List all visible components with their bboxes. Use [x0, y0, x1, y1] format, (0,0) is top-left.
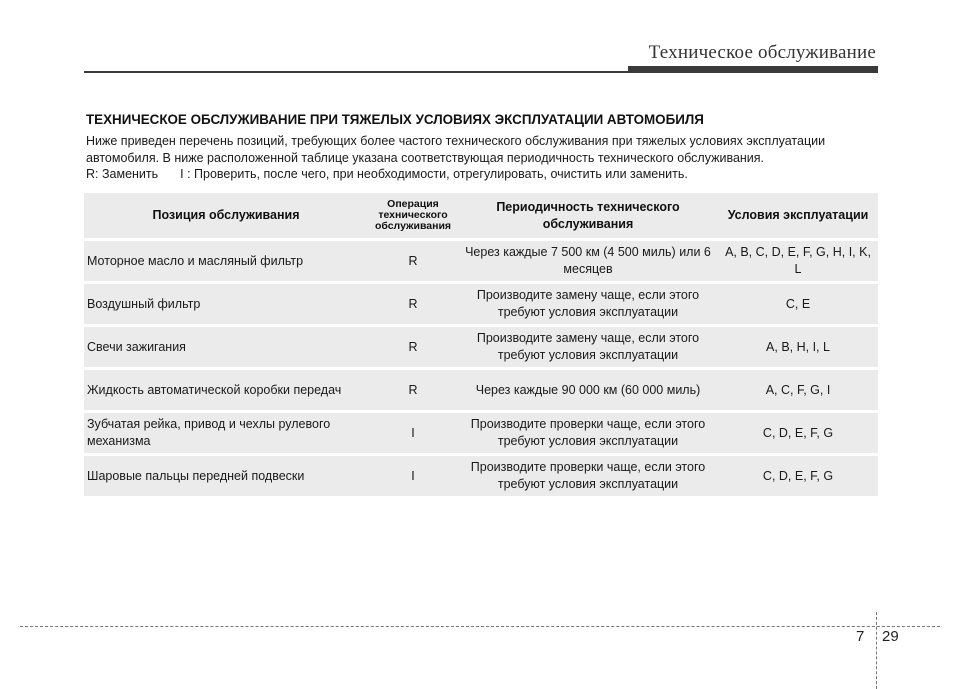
row-conditions: A, C, F, G, I — [718, 370, 878, 410]
footer-rule — [20, 626, 940, 627]
row-operation: I — [368, 456, 458, 496]
header-item: Позиция обслуживания — [84, 193, 368, 238]
table-row — [84, 241, 878, 281]
header-rule-thin — [84, 71, 630, 73]
table-row — [84, 327, 878, 367]
row-item: Воздушный фильтр — [84, 284, 368, 324]
section-title: ТЕХНИЧЕСКОЕ ОБСЛУЖИВАНИЕ ПРИ ТЯЖЕЛЫХ УСЛОВИЯХ ЭКСПЛУАТАЦИИ АВТОМОБИЛЯ — [86, 112, 704, 127]
row-operation: R — [368, 327, 458, 367]
row-conditions: A, B, C, D, E, F, G, H, I, K, L — [718, 241, 878, 281]
table-row — [84, 456, 878, 496]
header-interval: Периодичность технического обслуживания — [458, 193, 718, 238]
table-row — [84, 284, 878, 324]
page-header-title: Техническое обслуживание — [648, 42, 876, 63]
maintenance-table — [84, 190, 878, 499]
row-operation: R — [368, 241, 458, 281]
row-interval: Производите проверки чаще, если этого требуют условия эксплуатации — [458, 456, 718, 496]
row-interval: Производите замену чаще, если этого требуют условия эксплуатации — [458, 284, 718, 324]
table-header-row — [84, 193, 878, 238]
row-item: Зубчатая рейка, привод и чехлы рулевого механизма — [84, 413, 368, 453]
legend-inspect: I : Проверить, после чего, при необходимости, отрегулировать, очистить или заменить. — [180, 167, 688, 181]
row-item: Свечи зажигания — [84, 327, 368, 367]
row-conditions: C, E — [718, 284, 878, 324]
row-operation: R — [368, 284, 458, 324]
row-operation: R — [368, 370, 458, 410]
header-rule-thick — [628, 66, 878, 73]
legend-replace: R: Заменить — [86, 167, 159, 181]
row-interval: Через каждые 90 000 км (60 000 миль) — [458, 370, 718, 410]
row-conditions: A, B, H, I, L — [718, 327, 878, 367]
row-interval: Производите замену чаще, если этого требуют условия эксплуатации — [458, 327, 718, 367]
row-item: Шаровые пальцы передней подвески — [84, 456, 368, 496]
row-interval: Производите проверки чаще, если этого требуют условия эксплуатации — [458, 413, 718, 453]
row-interval: Через каждые 7 500 км (4 500 миль) или 6 месяцев — [458, 241, 718, 281]
page-number: 29 — [882, 628, 899, 645]
header-operation: Операция технического обслуживания — [368, 193, 458, 238]
table-row — [84, 370, 878, 410]
row-item: Моторное масло и масляный фильтр — [84, 241, 368, 281]
row-item: Жидкость автоматической коробки передач — [84, 370, 368, 410]
section-number: 7 — [856, 628, 865, 645]
footer-divider — [876, 612, 877, 689]
section-intro: Ниже приведен перечень позиций, требующих более частого технического обслуживания при тяжелых условиях эксплуатации автомобиля. В ниже расположенной таблице указана соответствующая периодичность технического обслуживания. — [86, 134, 826, 165]
row-operation: I — [368, 413, 458, 453]
row-conditions: C, D, E, F, G — [718, 413, 878, 453]
row-conditions: C, D, E, F, G — [718, 456, 878, 496]
header-conditions: Условия эксплуатации — [718, 193, 878, 238]
legend — [86, 167, 876, 181]
table-row — [84, 413, 878, 453]
